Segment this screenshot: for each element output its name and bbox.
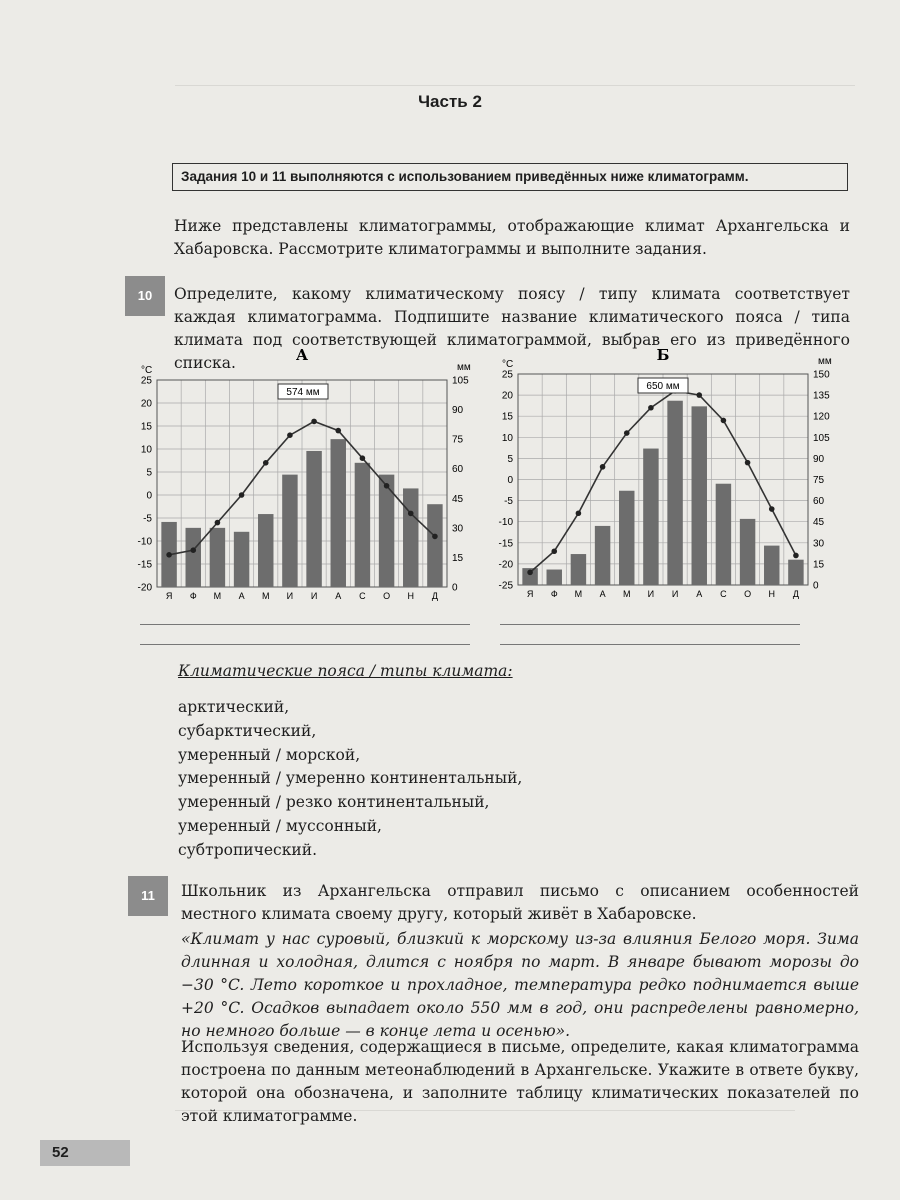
precip-bar: [355, 463, 370, 587]
x-tick-label: А: [599, 589, 606, 599]
y-tick-label: -20: [137, 582, 152, 594]
y2-tick-label: 75: [452, 434, 464, 446]
precip-bar: [619, 491, 634, 585]
temperature-point: [239, 492, 245, 498]
zone-item: умеренный / резко континентальный,: [178, 793, 490, 812]
y2-tick-label: 120: [813, 411, 830, 423]
y2-tick-label: 0: [452, 582, 458, 594]
background-line: [175, 85, 855, 86]
y2-tick-label: 90: [813, 453, 825, 465]
answer-line-b[interactable]: [500, 644, 800, 645]
answer-line-a[interactable]: [140, 644, 470, 645]
y2-tick-label: 150: [813, 369, 830, 381]
precip-bar: [403, 488, 418, 587]
zones-heading: Климатические пояса / типы климата:: [178, 662, 513, 680]
total-precip-label: 650 мм: [646, 381, 680, 392]
x-tick-label: Д: [792, 589, 799, 599]
temperature-point: [527, 570, 533, 576]
precip-bar: [331, 439, 346, 587]
x-tick-label: А: [335, 591, 342, 601]
x-tick-label: О: [383, 591, 391, 601]
y-tick-label: 25: [501, 369, 513, 381]
temperature-point: [190, 547, 196, 553]
temperature-point: [745, 460, 751, 466]
precip-bar: [186, 528, 201, 587]
climatogram-b-svg: [488, 344, 844, 606]
temperature-point: [624, 430, 630, 436]
x-tick-label: М: [623, 589, 631, 599]
y-tick-label: 0: [507, 475, 513, 486]
x-tick-label: Я: [165, 591, 173, 601]
x-tick-label: М: [213, 591, 222, 601]
x-tick-label: А: [696, 589, 703, 599]
y-tick-label: -5: [504, 496, 513, 508]
y2-tick-label: 90: [452, 405, 464, 417]
precip-bar: [595, 526, 610, 585]
task11-question: Используя сведения, содержащиеся в письме, определите, какая климатограмма построена по данным метеонаблюдений в Архангельске. Укажите в ответе букву, которой она обозначена, и заполните таблицу климатических показателей по этой климатограмме.: [181, 1038, 859, 1125]
axis-unit-label: мм: [457, 362, 471, 373]
zone-item: умеренный / морской,: [178, 745, 361, 764]
y-tick-label: 10: [140, 444, 152, 456]
temperature-point: [721, 418, 727, 424]
precip-bar: [547, 570, 562, 585]
precip-bar: [282, 475, 297, 587]
x-tick-label: О: [744, 589, 752, 599]
y2-tick-label: 105: [813, 432, 830, 444]
temperature-point: [793, 553, 799, 559]
y-tick-label: 5: [507, 453, 513, 465]
temperature-point: [335, 428, 341, 434]
y2-tick-label: 105: [452, 375, 469, 387]
y-tick-label: -10: [137, 536, 152, 548]
zone-item: умеренный / муссонный,: [178, 816, 382, 835]
y2-tick-label: 0: [813, 580, 819, 592]
temperature-point: [166, 552, 172, 558]
precip-bar: [764, 546, 779, 585]
y-tick-label: 15: [501, 411, 513, 423]
x-tick-label: С: [359, 591, 366, 601]
x-tick-label: М: [262, 591, 270, 601]
precip-bar: [643, 449, 658, 585]
precip-bar: [667, 401, 682, 585]
y2-tick-label: 45: [452, 493, 464, 505]
zone-item: умеренный / умеренно континентальный,: [178, 769, 523, 788]
zone-item: арктический,: [178, 698, 290, 716]
precip-bar: [571, 554, 586, 585]
x-tick-label: И: [647, 589, 655, 599]
x-tick-label: Н: [768, 589, 775, 599]
page-number: 52: [40, 1140, 130, 1166]
y-tick-label: -25: [498, 580, 513, 592]
instruction-box: Задания 10 и 11 выполняются с использованием приведённых ниже климатограмм.: [172, 163, 848, 191]
task11-quote: «Климат у нас суровый, близкий к морскому из-за влияния Белого моря. Зима длинная и холодная, длится с ноября по март. В январе бывают морозы до −30 °C. Лето короткое и прохладное, температура редко поднимается выше +20 °C. Осадков выпадает около 550 мм в год, они распределены равномерно, но немного больше — в конце лета и осенью».: [181, 930, 859, 1040]
y-tick-label: -20: [498, 559, 513, 571]
y-tick-label: -5: [143, 513, 152, 525]
temperature-point: [551, 548, 557, 554]
y2-tick-label: 30: [813, 538, 825, 550]
y2-tick-label: 60: [813, 496, 825, 508]
precip-bar: [306, 451, 321, 587]
temperature-point: [432, 534, 438, 540]
y2-tick-label: 15: [452, 552, 464, 564]
task11-text: Школьник из Архангельска отправил письмо с описанием особенностей местного климата своему другу, который живёт в Хабаровске.: [181, 882, 859, 923]
precip-bar: [427, 504, 442, 587]
temperature-point: [648, 405, 654, 411]
y-tick-label: -15: [498, 538, 513, 550]
chart-title: А: [295, 346, 309, 364]
y2-tick-label: 135: [813, 390, 830, 402]
temperature-point: [408, 511, 414, 517]
answer-line-a[interactable]: [140, 624, 470, 625]
axis-unit-label: °C: [502, 359, 514, 370]
y-tick-label: 20: [140, 398, 152, 410]
task-number-badge: 11: [128, 876, 168, 916]
task10-text: Определите, какому климатическому поясу / типу климата соответствует каждая климатограмма. Подпишите название климатического пояса / типа климата под соответствующей климатограммой, выбрав его из приведённого списка.: [174, 285, 850, 372]
zone-item: субтропический.: [178, 840, 318, 859]
temperature-point: [215, 520, 221, 526]
chart-title: Б: [656, 346, 670, 364]
x-tick-label: М: [574, 589, 583, 599]
x-tick-label: Ф: [189, 591, 197, 601]
answer-line-b[interactable]: [500, 624, 800, 625]
x-tick-label: И: [310, 591, 318, 601]
y-tick-label: 10: [501, 432, 513, 444]
y-tick-label: 25: [140, 375, 152, 387]
temperature-point: [360, 455, 366, 461]
temperature-point: [287, 432, 293, 438]
precip-bar: [234, 532, 249, 587]
temperature-point: [263, 460, 269, 466]
x-tick-label: Н: [407, 591, 414, 601]
y2-tick-label: 15: [813, 559, 825, 571]
precip-bar: [258, 514, 273, 587]
x-tick-label: И: [671, 589, 679, 599]
x-tick-label: С: [720, 589, 727, 599]
temperature-point: [384, 483, 390, 489]
climatogram-a-svg: [125, 344, 475, 606]
intro-paragraph: Ниже представлены климатограммы, отображающие климат Архангельска и Хабаровска. Рассмотрите климатограммы и выполните задания.: [174, 217, 850, 258]
y-tick-label: -15: [137, 559, 152, 571]
y-tick-label: 20: [501, 390, 513, 402]
x-tick-label: Я: [526, 589, 534, 599]
y-tick-label: 0: [146, 490, 152, 502]
precip-bar: [210, 528, 225, 587]
axis-unit-label: °C: [141, 365, 153, 376]
y-tick-label: 5: [146, 467, 152, 479]
task-number-badge: 10: [125, 276, 165, 316]
precip-bar: [740, 519, 755, 585]
axis-unit-label: мм: [818, 356, 832, 367]
temperature-point: [311, 419, 317, 425]
y2-tick-label: 75: [813, 475, 825, 486]
precip-bar: [716, 484, 731, 585]
temperature-point: [576, 510, 582, 516]
precip-bar: [692, 406, 707, 585]
x-tick-label: Д: [431, 591, 438, 601]
page-heading: Часть 2: [418, 92, 482, 111]
temperature-point: [600, 464, 606, 470]
zone-item: субарктический,: [178, 721, 317, 740]
temperature-point: [696, 392, 702, 398]
y-tick-label: -10: [498, 517, 513, 529]
total-precip-label: 574 мм: [286, 387, 320, 398]
y2-tick-label: 60: [452, 464, 464, 476]
y2-tick-label: 45: [813, 517, 825, 529]
climatogram-a: [125, 344, 475, 606]
zones-list: [178, 696, 522, 863]
y2-tick-label: 30: [452, 523, 464, 535]
precip-bar: [788, 560, 803, 585]
x-tick-label: И: [286, 591, 294, 601]
x-tick-label: А: [238, 591, 245, 601]
temperature-point: [769, 506, 775, 512]
climatogram-b: [488, 344, 844, 606]
x-tick-label: Ф: [550, 589, 558, 599]
y-tick-label: 15: [140, 421, 152, 433]
